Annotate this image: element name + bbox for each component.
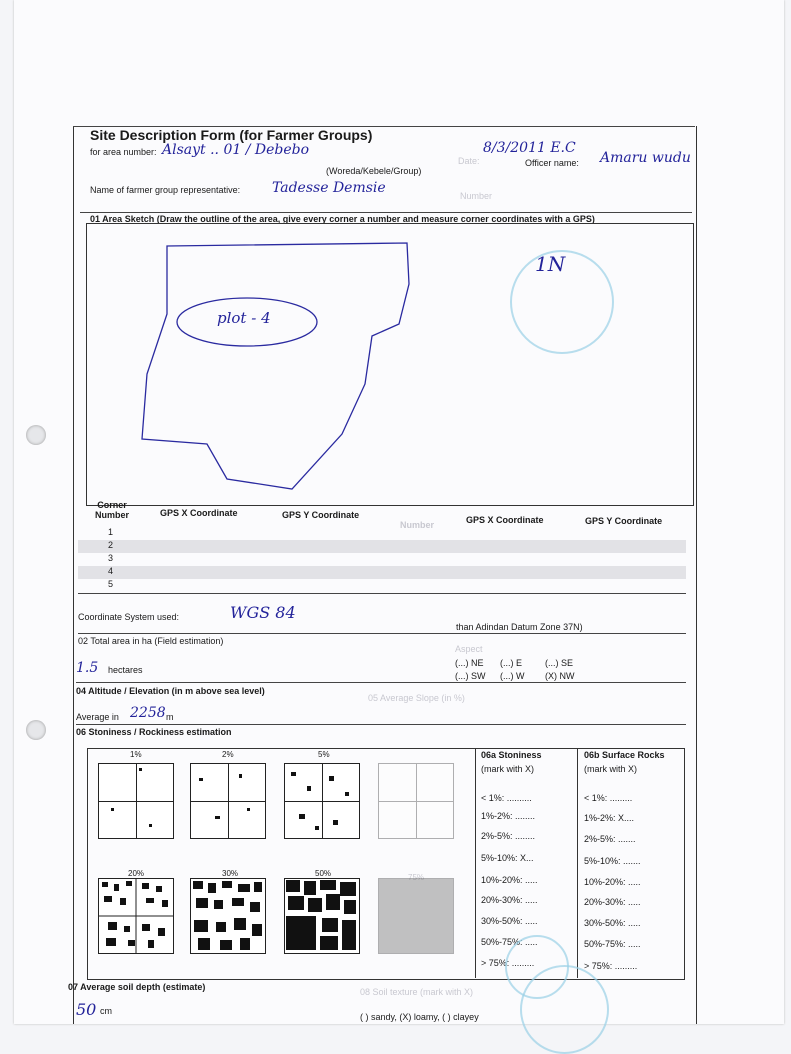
table-row[interactable]: [78, 553, 686, 566]
rep-field[interactable]: Tadesse Demsie: [272, 180, 386, 196]
stoniness-sample-75pct: [378, 878, 454, 954]
rocks-option[interactable]: 30%-50%: .....: [584, 918, 641, 928]
punch-hole: [26, 720, 46, 740]
official-stamp: [510, 250, 614, 354]
pct-label: 1%: [130, 750, 142, 759]
divider: [76, 682, 686, 683]
stoniness-sample-20pct: [98, 878, 174, 954]
rocks-option[interactable]: 10%-20%: .....: [584, 877, 641, 887]
aspect-se[interactable]: (...) SE: [545, 658, 574, 668]
corner-number: 3: [108, 553, 114, 563]
stoniness-option[interactable]: 30%-50%: .....: [481, 916, 538, 926]
section-06b-sub: (mark with X): [584, 764, 638, 774]
aspect-e[interactable]: (...) E: [500, 658, 522, 668]
divider: [78, 593, 686, 594]
number-label: Number: [460, 191, 493, 201]
stoniness-option[interactable]: 5%-10%: X...: [481, 853, 534, 863]
stoniness-option[interactable]: > 75%: .........: [481, 958, 535, 968]
section-08-title: 08 Soil texture (mark with X): [360, 987, 474, 997]
stoniness-sample-faded: [378, 763, 454, 839]
area-number-label: for area number:: [90, 147, 157, 157]
area-sketch-box[interactable]: [86, 223, 694, 506]
table-row[interactable]: [78, 527, 686, 540]
section-05-title: 05 Average Slope (in %): [368, 693, 465, 703]
aspect-label: Aspect: [455, 644, 483, 654]
section-04-title: 04 Altitude / Elevation (in m above sea level): [76, 686, 265, 696]
sketch-drawing: [87, 224, 693, 505]
rocks-option[interactable]: 1%-2%: X....: [584, 813, 635, 823]
section-06a-sub: (mark with X): [481, 764, 535, 774]
table-row[interactable]: [78, 540, 686, 553]
corner-number: 1: [108, 527, 114, 537]
stoniness-option[interactable]: 20%-30%: .....: [481, 895, 538, 905]
corner-number: 2: [108, 540, 114, 550]
th-gps-y: GPS Y Coordinate: [282, 510, 360, 520]
stoniness-sample-5pct: [284, 763, 360, 839]
officer-label: Officer name:: [525, 158, 579, 168]
stoniness-option[interactable]: 1%-2%: ........: [481, 811, 536, 821]
average-unit: m: [166, 712, 174, 722]
pct-label: 75%: [408, 873, 425, 882]
th-corner-number: Corner Number: [94, 500, 129, 520]
pct-label: 50%: [315, 869, 332, 878]
rocks-option[interactable]: 5%-10%: .......: [584, 856, 641, 866]
official-stamp: [520, 965, 609, 1054]
divider: [577, 748, 578, 978]
stoniness-sample-30pct: [190, 878, 266, 954]
stoniness-option[interactable]: 50%-75%: .....: [481, 937, 538, 947]
punch-hole: [26, 425, 46, 445]
stoniness-option[interactable]: < 1%: ..........: [481, 793, 532, 803]
area-field[interactable]: 1.5: [76, 660, 99, 676]
section-06b-title: 06b Surface Rocks: [584, 750, 665, 760]
stoniness-option[interactable]: 10%-20%: .....: [481, 875, 538, 885]
soil-texture-options[interactable]: ( ) sandy, (X) loamy, ( ) clayey: [360, 1012, 479, 1022]
date-field[interactable]: 8/3/2011 E.C: [483, 140, 576, 156]
pct-label: 30%: [222, 869, 239, 878]
divider: [78, 633, 686, 634]
th-gps-y-2: GPS Y Coordinate: [585, 516, 663, 526]
officer-field[interactable]: Amaru wudu: [600, 150, 691, 166]
date-label: Date:: [458, 156, 480, 166]
woreda-label: (Woreda/Kebele/Group): [326, 166, 422, 176]
rocks-option[interactable]: 50%-75%: .....: [584, 939, 641, 949]
altitude-field[interactable]: 2258: [130, 705, 166, 721]
th-number: Number: [400, 520, 435, 530]
hectares-label: hectares: [108, 665, 143, 675]
section-06a-title: 06a Stoniness: [481, 750, 542, 760]
area-number-field[interactable]: Alsayt .. 01 / Debebo: [162, 142, 310, 158]
th-gps-x: GPS X Coordinate: [160, 508, 238, 518]
rocks-option[interactable]: 20%-30%: .....: [584, 897, 641, 907]
stoniness-sample-2pct: [190, 763, 266, 839]
north-arrow: 1N: [535, 252, 566, 276]
pct-label: 2%: [222, 750, 234, 759]
form-title: Site Description Form (for Farmer Groups): [90, 127, 373, 143]
divider: [76, 724, 686, 725]
pct-label: 20%: [128, 869, 145, 878]
stoniness-sample-1pct: [98, 763, 174, 839]
section-06-title: 06 Stoniness / Rockiness estimation: [76, 727, 232, 737]
coord-field[interactable]: WGS 84: [230, 603, 296, 622]
corner-number: 4: [108, 566, 114, 576]
stoniness-sample-50pct: [284, 878, 360, 954]
rocks-option[interactable]: < 1%: .........: [584, 793, 633, 803]
coord-label: Coordinate System used:: [78, 612, 180, 622]
aspect-ne[interactable]: (...) NE: [455, 658, 484, 668]
table-row[interactable]: [78, 566, 686, 579]
section-02-title: 02 Total area in ha (Field estimation): [78, 636, 224, 646]
aspect-sw[interactable]: (...) SW: [455, 671, 486, 681]
pct-label: 5%: [318, 750, 330, 759]
sketch-plot-label: plot - 4: [217, 309, 271, 327]
aspect-w[interactable]: (...) W: [500, 671, 525, 681]
average-label: Average in: [76, 712, 119, 722]
rocks-option[interactable]: 2%-5%: .......: [584, 834, 636, 844]
rep-label: Name of farmer group representative:: [90, 185, 241, 195]
soil-depth-unit: cm: [100, 1006, 112, 1016]
coord-note: than Adindan Datum Zone 37N): [456, 622, 583, 632]
table-row[interactable]: [78, 579, 686, 592]
stoniness-option[interactable]: 2%-5%: ........: [481, 831, 536, 841]
aspect-nw[interactable]: (X) NW: [545, 671, 575, 681]
divider: [475, 748, 476, 978]
soil-depth-field[interactable]: 50: [76, 1000, 97, 1019]
section-07-title: 07 Average soil depth (estimate): [68, 982, 206, 992]
th-gps-x-2: GPS X Coordinate: [466, 515, 544, 525]
corner-number: 5: [108, 579, 114, 589]
divider: [80, 212, 692, 213]
section-01-title: 01 Area Sketch (Draw the outline of the area, give every corner a number and measure corner coordinates with a GPS): [90, 214, 595, 224]
rocks-option[interactable]: > 75%: .........: [584, 961, 638, 971]
